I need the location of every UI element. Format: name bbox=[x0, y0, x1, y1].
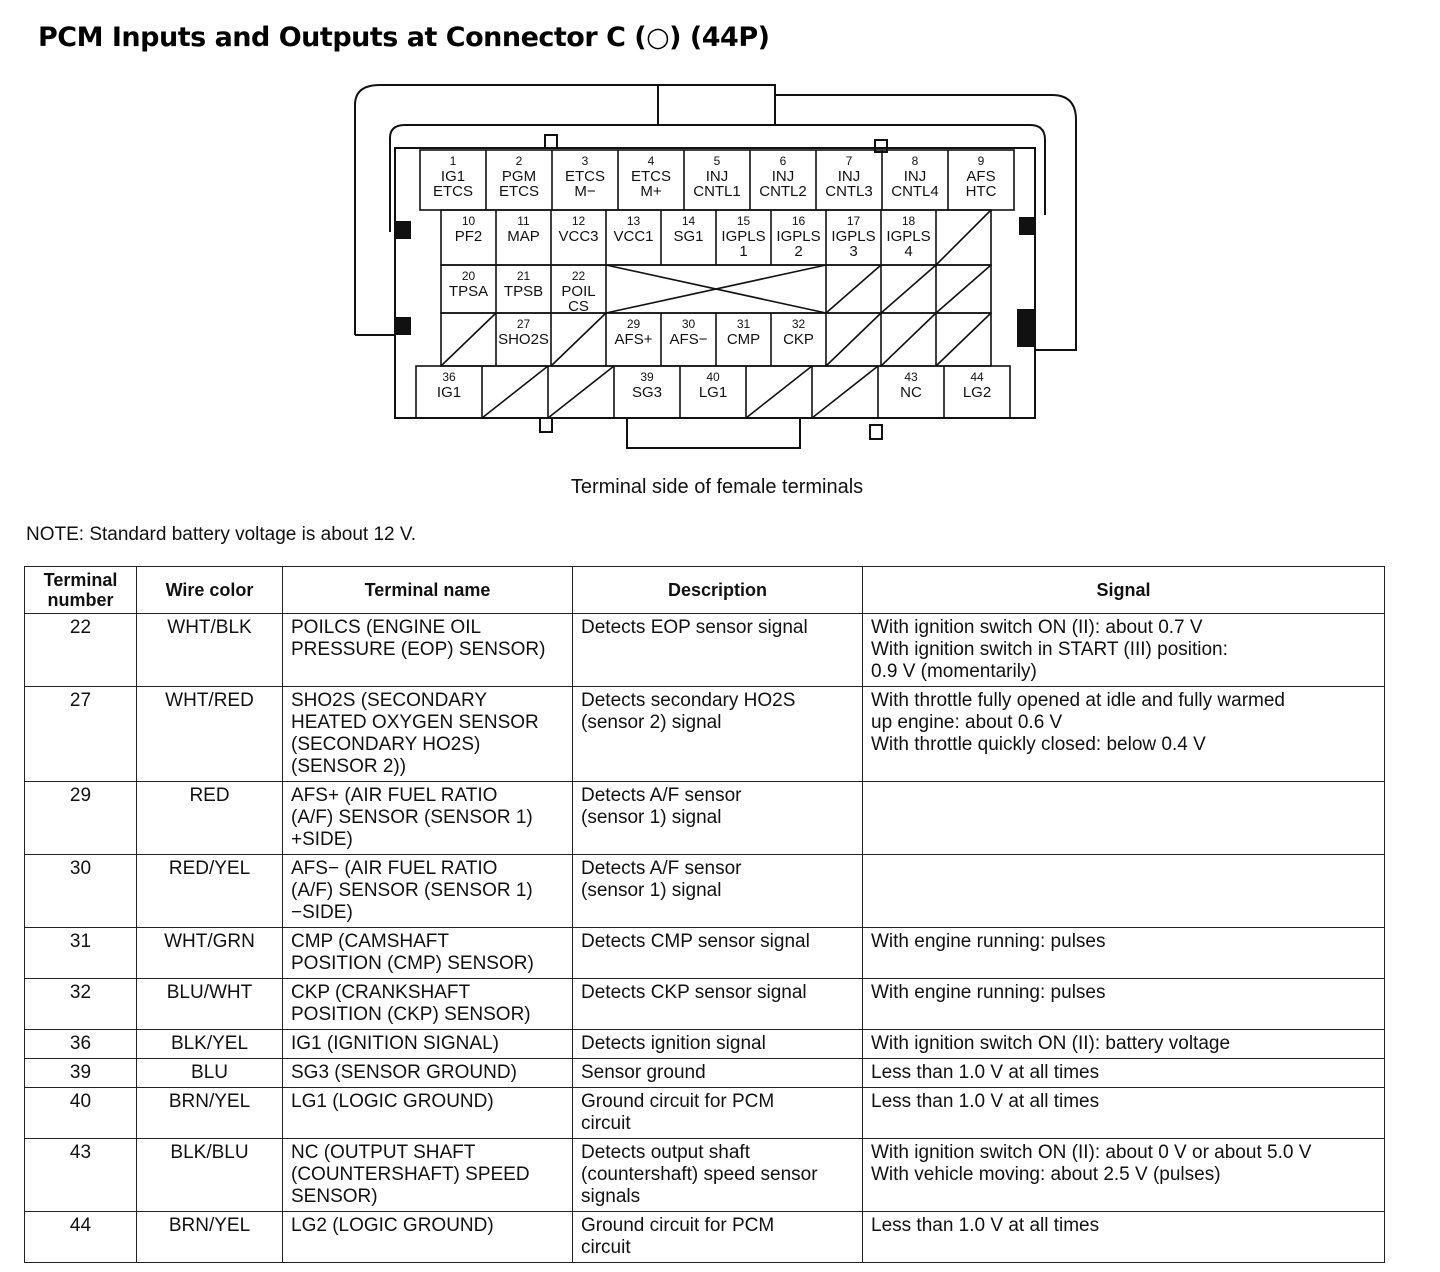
cell-terminal-number: 31 bbox=[25, 928, 137, 979]
cell-description: Ground circuit for PCM circuit bbox=[573, 1212, 863, 1263]
cell-terminal-number: 39 bbox=[25, 1059, 137, 1088]
terminal-name-7: CNTL3 bbox=[825, 183, 873, 200]
header-description: Description bbox=[573, 567, 863, 614]
cell-terminal-number: 36 bbox=[25, 1030, 137, 1059]
terminal-name-30: AFS− bbox=[669, 331, 708, 348]
terminal-name-20: TPSA bbox=[448, 283, 489, 300]
cell-wire-color: WHT/RED bbox=[137, 687, 283, 782]
cell-description: Detects A/F sensor (sensor 1) signal bbox=[573, 855, 863, 928]
connector-key bbox=[870, 425, 882, 439]
cell-terminal-name: POILCS (ENGINE OIL PRESSURE (EOP) SENSOR) bbox=[283, 614, 573, 687]
cell-terminal-name: CMP (CAMSHAFT POSITION (CMP) SENSOR) bbox=[283, 928, 573, 979]
cell-wire-color: WHT/GRN bbox=[137, 928, 283, 979]
cell-description: Detects EOP sensor signal bbox=[573, 614, 863, 687]
connector-bottom-tab bbox=[627, 418, 800, 448]
cell-terminal-number: 32 bbox=[25, 979, 137, 1030]
table-row bbox=[25, 979, 1385, 1030]
terminal-name-9: AFS bbox=[966, 168, 996, 185]
terminal-name-44: LG2 bbox=[962, 384, 992, 401]
terminal-name-5: INJ bbox=[705, 168, 729, 185]
terminal-number-32: 32 bbox=[791, 317, 806, 331]
cell-signal: Less than 1.0 V at all times bbox=[863, 1088, 1385, 1139]
table-row bbox=[25, 782, 1385, 855]
terminal-name-1: IG1 bbox=[440, 168, 466, 185]
table-row bbox=[25, 928, 1385, 979]
terminal-number-8: 8 bbox=[911, 154, 919, 168]
cell-terminal-number: 27 bbox=[25, 687, 137, 782]
terminal-name-18: IGPLS bbox=[886, 228, 931, 245]
terminal-name-10: PF2 bbox=[454, 228, 483, 245]
terminal-name-21: TPSB bbox=[503, 283, 544, 300]
terminal-name-9: HTC bbox=[965, 183, 997, 200]
cell-terminal-name: SG3 (SENSOR GROUND) bbox=[283, 1059, 573, 1088]
cell-signal: Less than 1.0 V at all times bbox=[863, 1212, 1385, 1263]
cell-terminal-name: AFS− (AIR FUEL RATIO (A/F) SENSOR (SENSOR 1) −SIDE) bbox=[283, 855, 573, 928]
header-terminal-number: Terminal number bbox=[25, 567, 137, 614]
connector-diagram bbox=[0, 0, 1440, 470]
terminal-number-36: 36 bbox=[442, 370, 456, 384]
terminal-number-22: 22 bbox=[571, 269, 586, 283]
terminal-name-40: LG1 bbox=[698, 384, 728, 401]
cell-signal: With engine running: pulses bbox=[863, 979, 1385, 1030]
terminal-number-16: 16 bbox=[791, 214, 806, 228]
terminal-number-7: 7 bbox=[845, 154, 853, 168]
table-row bbox=[25, 1212, 1385, 1263]
terminal-name-3: M− bbox=[574, 183, 596, 200]
terminal-number-6: 6 bbox=[779, 154, 787, 168]
terminal-name-11: MAP bbox=[507, 228, 540, 245]
connector-key bbox=[540, 418, 552, 432]
terminal-name-13: VCC1 bbox=[613, 228, 654, 245]
cell-terminal-number: 22 bbox=[25, 614, 137, 687]
terminal-name-39: SG3 bbox=[631, 384, 663, 401]
terminal-number-15: 15 bbox=[736, 214, 751, 228]
terminal-number-29: 29 bbox=[626, 317, 641, 331]
blank-cavity bbox=[826, 265, 881, 313]
cell-description: Detects CMP sensor signal bbox=[573, 928, 863, 979]
header-wire-color: Wire color bbox=[137, 567, 283, 614]
connector-lock-tab bbox=[1020, 218, 1034, 234]
terminal-number-10: 10 bbox=[461, 214, 476, 228]
blank-cavity bbox=[936, 210, 991, 265]
cell-signal: With ignition switch ON (II): about 0 V or about 5.0 V With vehicle moving: about 2.5 V (pulses) bbox=[863, 1139, 1385, 1212]
cell-description: Detects A/F sensor (sensor 1) signal bbox=[573, 782, 863, 855]
terminal-name-22: CS bbox=[568, 298, 589, 315]
terminal-name-36: IG1 bbox=[436, 384, 462, 401]
terminal-name-7: INJ bbox=[837, 168, 861, 185]
header-terminal-name: Terminal name bbox=[283, 567, 573, 614]
terminal-number-21: 21 bbox=[516, 269, 531, 283]
terminal-name-31: CMP bbox=[726, 331, 761, 348]
connector-lock-tab bbox=[396, 318, 410, 334]
terminal-name-2: ETCS bbox=[498, 183, 540, 200]
terminal-name-4: ETCS bbox=[630, 168, 672, 185]
page-title: PCM Inputs and Outputs at Connector C (○) (44P) bbox=[38, 22, 770, 53]
terminal-number-13: 13 bbox=[626, 214, 641, 228]
cell-terminal-name: LG2 (LOGIC GROUND) bbox=[283, 1212, 573, 1263]
terminal-number-2: 2 bbox=[515, 154, 523, 168]
cell-signal: Less than 1.0 V at all times bbox=[863, 1059, 1385, 1088]
cell-terminal-number: 29 bbox=[25, 782, 137, 855]
terminal-number-43: 43 bbox=[904, 370, 918, 384]
cell-terminal-number: 30 bbox=[25, 855, 137, 928]
cell-terminal-name: AFS+ (AIR FUEL RATIO (A/F) SENSOR (SENSOR 1) +SIDE) bbox=[283, 782, 573, 855]
terminal-number-30: 30 bbox=[681, 317, 696, 331]
table-row bbox=[25, 1059, 1385, 1088]
terminal-name-43: NC bbox=[900, 384, 922, 401]
terminal-name-22: POIL bbox=[561, 283, 596, 300]
blank-cavity bbox=[936, 313, 991, 366]
cell-wire-color: BLK/YEL bbox=[137, 1030, 283, 1059]
connector-lock-tab bbox=[396, 222, 410, 238]
terminal-number-27: 27 bbox=[516, 317, 531, 331]
connector-lock-tab bbox=[1018, 310, 1034, 346]
header-signal: Signal bbox=[863, 567, 1385, 614]
blank-cavity bbox=[551, 313, 606, 366]
terminal-name-15: IGPLS bbox=[721, 228, 766, 245]
cell-wire-color: BLK/BLU bbox=[137, 1139, 283, 1212]
cell-signal bbox=[863, 855, 1385, 928]
cell-wire-color: BRN/YEL bbox=[137, 1088, 283, 1139]
cell-terminal-name: SHO2S (SECONDARY HEATED OXYGEN SENSOR (SECONDARY HO2S) (SENSOR 2)) bbox=[283, 687, 573, 782]
terminal-number-9: 9 bbox=[977, 154, 985, 168]
terminal-name-29: AFS+ bbox=[614, 331, 653, 348]
cell-signal: With engine running: pulses bbox=[863, 928, 1385, 979]
terminal-number-18: 18 bbox=[901, 214, 916, 228]
table-row bbox=[25, 614, 1385, 687]
table-row bbox=[25, 1139, 1385, 1212]
terminal-name-8: CNTL4 bbox=[891, 183, 939, 200]
cell-signal: With ignition switch ON (II): about 0.7 V With ignition switch in START (III) position: 0.9 V (momentarily) bbox=[863, 614, 1385, 687]
terminal-name-4: M+ bbox=[640, 183, 662, 200]
blank-cavity bbox=[826, 313, 881, 366]
terminal-name-16: IGPLS bbox=[776, 228, 821, 245]
cell-description: Detects CKP sensor signal bbox=[573, 979, 863, 1030]
terminal-name-32: CKP bbox=[783, 331, 814, 348]
cell-wire-color: BLU bbox=[137, 1059, 283, 1088]
terminal-name-12: VCC3 bbox=[558, 228, 599, 245]
cell-terminal-name: CKP (CRANKSHAFT POSITION (CKP) SENSOR) bbox=[283, 979, 573, 1030]
cell-terminal-name: IG1 (IGNITION SIGNAL) bbox=[283, 1030, 573, 1059]
cell-signal bbox=[863, 782, 1385, 855]
table-row bbox=[25, 1088, 1385, 1139]
cell-terminal-number: 43 bbox=[25, 1139, 137, 1212]
terminal-number-12: 12 bbox=[571, 214, 586, 228]
note-text: NOTE: Standard battery voltage is about 12 V. bbox=[26, 524, 417, 545]
blank-cavity bbox=[441, 313, 496, 366]
table-row bbox=[25, 855, 1385, 928]
terminal-name-6: CNTL2 bbox=[759, 183, 807, 200]
terminal-number-31: 31 bbox=[736, 317, 751, 331]
terminal-name-5: CNTL1 bbox=[693, 183, 741, 200]
terminal-number-17: 17 bbox=[846, 214, 861, 228]
terminal-number-20: 20 bbox=[461, 269, 476, 283]
cell-signal: With ignition switch ON (II): battery voltage bbox=[863, 1030, 1385, 1059]
terminal-name-17: 3 bbox=[849, 243, 858, 260]
cell-description: Detects ignition signal bbox=[573, 1030, 863, 1059]
cell-wire-color: BLU/WHT bbox=[137, 979, 283, 1030]
terminal-table bbox=[24, 566, 1385, 1263]
connector-key bbox=[545, 135, 557, 148]
cell-terminal-name: NC (OUTPUT SHAFT (COUNTERSHAFT) SPEED SENSOR) bbox=[283, 1139, 573, 1212]
terminal-number-14: 14 bbox=[681, 214, 696, 228]
cell-terminal-name: LG1 (LOGIC GROUND) bbox=[283, 1088, 573, 1139]
terminal-name-14: SG1 bbox=[673, 228, 704, 245]
blank-cavity bbox=[936, 265, 991, 313]
terminal-name-15: 1 bbox=[739, 243, 748, 260]
cell-wire-color: WHT/BLK bbox=[137, 614, 283, 687]
terminal-name-2: PGM bbox=[501, 168, 537, 185]
cell-terminal-number: 40 bbox=[25, 1088, 137, 1139]
blank-cavity bbox=[881, 313, 936, 366]
terminal-number-1: 1 bbox=[449, 154, 457, 168]
cell-description: Detects output shaft (countershaft) speed sensor signals bbox=[573, 1139, 863, 1212]
terminal-name-17: IGPLS bbox=[831, 228, 876, 245]
terminal-name-18: 4 bbox=[904, 243, 913, 260]
blank-cavity bbox=[482, 366, 548, 418]
cell-description: Detects secondary HO2S (sensor 2) signal bbox=[573, 687, 863, 782]
terminal-number-11: 11 bbox=[517, 214, 530, 228]
cell-wire-color: RED/YEL bbox=[137, 855, 283, 928]
cell-wire-color: RED bbox=[137, 782, 283, 855]
table-header-row bbox=[25, 567, 1385, 614]
cell-description: Sensor ground bbox=[573, 1059, 863, 1088]
terminal-number-39: 39 bbox=[640, 370, 654, 384]
terminal-number-3: 3 bbox=[581, 154, 589, 168]
cell-terminal-number: 44 bbox=[25, 1212, 137, 1263]
terminal-number-5: 5 bbox=[713, 154, 721, 168]
blank-cavity bbox=[812, 366, 878, 418]
table-row bbox=[25, 1030, 1385, 1059]
table-row bbox=[25, 687, 1385, 782]
cell-signal: With throttle fully opened at idle and fully warmed up engine: about 0.6 V With throttle quickly closed: below 0.4 V bbox=[863, 687, 1385, 782]
terminal-number-40: 40 bbox=[706, 370, 720, 384]
terminal-number-44: 44 bbox=[970, 370, 984, 384]
terminal-name-3: ETCS bbox=[564, 168, 606, 185]
terminal-number-4: 4 bbox=[647, 154, 655, 168]
blank-cavity bbox=[881, 265, 936, 313]
blank-cavity bbox=[746, 366, 812, 418]
cell-description: Ground circuit for PCM circuit bbox=[573, 1088, 863, 1139]
cell-wire-color: BRN/YEL bbox=[137, 1212, 283, 1263]
terminal-name-6: INJ bbox=[771, 168, 795, 185]
connector-caption: Terminal side of female terminals bbox=[570, 476, 864, 498]
terminal-name-16: 2 bbox=[794, 243, 803, 260]
terminal-name-1: ETCS bbox=[432, 183, 474, 200]
terminal-name-27: SHO2S bbox=[498, 331, 549, 348]
connector-latch bbox=[658, 85, 775, 95]
blank-cavity bbox=[548, 366, 614, 418]
terminal-name-8: INJ bbox=[903, 168, 927, 185]
